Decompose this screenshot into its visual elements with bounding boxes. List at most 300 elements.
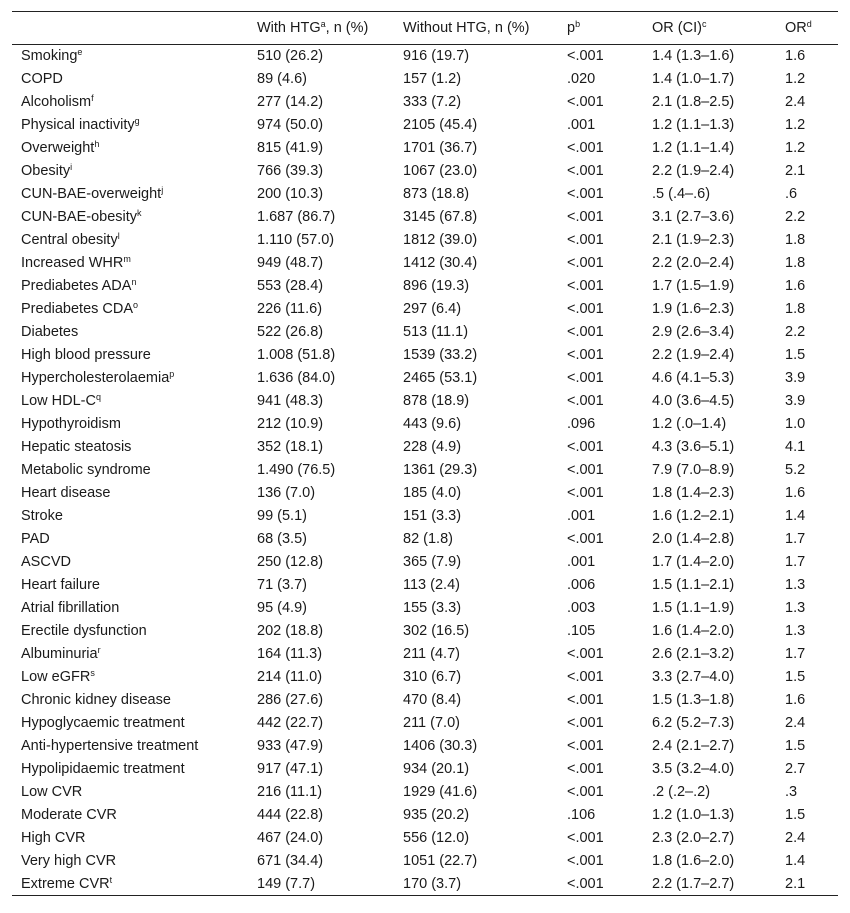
row-label	[12, 137, 257, 160]
cell-or-ci	[652, 735, 785, 758]
cell-or-ci	[652, 229, 785, 252]
row-label-footnote: t	[109, 874, 113, 885]
row-label-footnote: p	[169, 369, 175, 379]
row-label	[12, 436, 257, 459]
row-label	[12, 367, 257, 390]
table-row	[12, 436, 838, 459]
cell-or-adjusted	[785, 574, 838, 597]
cell-with-htg-text: 202 (18.8)	[257, 623, 324, 639]
cell-or-ci-text: 1.6 (1.2–2.1)	[652, 508, 735, 524]
row-label	[12, 45, 257, 68]
cell-without-htg	[403, 574, 567, 597]
cell-or-adjusted-text: 1.2	[785, 140, 806, 156]
cell-or-ci	[652, 505, 785, 528]
cell-or-ci	[652, 574, 785, 597]
cell-or-ci	[652, 482, 785, 505]
cell-p-value-text: <.001	[567, 48, 604, 65]
table-row	[12, 574, 838, 597]
cell-p-value	[567, 620, 652, 643]
cell-without-htg	[403, 482, 567, 505]
row-label-footnote: j	[161, 185, 164, 195]
cell-or-ci	[652, 758, 785, 781]
cell-or-adjusted-text: 2.1	[785, 163, 806, 179]
row-label-text: Obesity	[21, 163, 71, 179]
row-label	[12, 114, 257, 137]
cell-p-value-text: <.001	[567, 531, 604, 547]
row-label	[12, 850, 257, 873]
cell-or-ci	[652, 206, 785, 229]
table-row	[12, 390, 838, 413]
cell-with-htg	[257, 873, 403, 896]
row-label-footnote: m	[123, 254, 131, 264]
cell-p-value	[567, 160, 652, 183]
cell-or-ci	[652, 551, 785, 574]
cell-with-htg	[257, 459, 403, 482]
cell-with-htg	[257, 850, 403, 873]
cell-with-htg	[257, 482, 403, 505]
cell-without-htg	[403, 643, 567, 666]
header-with-htg-sup: a	[320, 19, 326, 29]
cell-or-ci	[652, 321, 785, 344]
cell-without-htg	[403, 781, 567, 804]
cell-without-htg-text: 1406 (30.3)	[403, 738, 478, 754]
cell-p-value-text: <.001	[567, 278, 604, 294]
cell-without-htg	[403, 551, 567, 574]
cell-p-value-text: .001	[567, 117, 596, 133]
cell-with-htg	[257, 597, 403, 620]
cell-without-htg-text: 297 (6.4)	[403, 301, 462, 317]
row-label-text: Moderate CVR	[21, 807, 117, 823]
cell-with-htg	[257, 45, 403, 68]
cell-p-value-text: <.001	[567, 784, 604, 800]
cell-p-value-text: .006	[567, 577, 596, 593]
table-row	[12, 620, 838, 643]
cell-or-ci	[652, 298, 785, 321]
row-label-text: Alcoholism	[21, 94, 92, 110]
cell-with-htg	[257, 344, 403, 367]
cell-with-htg	[257, 275, 403, 298]
cell-or-ci-text: 7.9 (7.0–8.9)	[652, 462, 735, 478]
cell-or-adjusted-text: 1.3	[785, 600, 806, 616]
cell-or-adjusted-text: 1.7	[785, 531, 806, 547]
row-label	[12, 804, 257, 827]
cell-without-htg-text: 1539 (33.2)	[403, 347, 478, 363]
cell-or-ci	[652, 114, 785, 137]
cell-or-ci	[652, 689, 785, 712]
cell-or-adjusted-text: 1.0	[785, 416, 806, 432]
cell-without-htg-text: 1067 (23.0)	[403, 163, 478, 179]
header-or	[785, 12, 838, 45]
row-label-text: Metabolic syndrome	[21, 462, 151, 478]
cell-without-htg-text: 185 (4.0)	[403, 485, 462, 501]
cell-with-htg	[257, 505, 403, 528]
cell-without-htg-text: 873 (18.8)	[403, 186, 470, 202]
cell-p-value-text: .106	[567, 807, 596, 823]
cell-with-htg-text: 553 (28.4)	[257, 278, 324, 294]
cell-without-htg-text: 1051 (22.7)	[403, 853, 478, 869]
cell-or-adjusted	[785, 482, 838, 505]
cell-p-value	[567, 45, 652, 68]
table-row	[12, 206, 838, 229]
row-label-text: Hepatic steatosis	[21, 439, 132, 455]
row-label-footnote: h	[94, 139, 100, 149]
cell-or-adjusted	[785, 505, 838, 528]
cell-with-htg-text: 766 (39.3)	[257, 163, 324, 179]
table-row	[12, 804, 838, 827]
header-with-htg-tail: , n (%)	[325, 20, 369, 36]
cell-or-adjusted	[785, 666, 838, 689]
cell-p-value-text: .003	[567, 600, 596, 616]
cell-or-adjusted	[785, 528, 838, 551]
row-label	[12, 459, 257, 482]
table-row	[12, 229, 838, 252]
cell-without-htg	[403, 91, 567, 114]
cell-without-htg-text: 2105 (45.4)	[403, 117, 478, 133]
cell-p-value-text: <.001	[567, 485, 604, 501]
cell-with-htg-text: 933 (47.9)	[257, 738, 324, 754]
cell-without-htg-text: 211 (7.0)	[403, 715, 460, 731]
cell-without-htg-text: 157 (1.2)	[403, 71, 462, 87]
row-label-footnote: g	[134, 116, 140, 126]
table-row	[12, 781, 838, 804]
cell-p-value	[567, 482, 652, 505]
cell-p-value-text: <.001	[567, 209, 604, 225]
cell-p-value-text: <.001	[567, 301, 604, 317]
cell-without-htg-text: 302 (16.5)	[403, 623, 470, 639]
comorbidity-table	[12, 11, 838, 896]
cell-without-htg	[403, 505, 567, 528]
cell-with-htg-text: 917 (47.1)	[257, 761, 324, 777]
cell-with-htg-text: 442 (22.7)	[257, 715, 324, 731]
row-label-text: Diabetes	[21, 324, 79, 340]
cell-with-htg-text: 1.490 (76.5)	[257, 462, 336, 478]
cell-p-value	[567, 781, 652, 804]
cell-or-ci	[652, 827, 785, 850]
cell-without-htg-text: 170 (3.7)	[403, 875, 462, 892]
row-label-text: Heart disease	[21, 485, 111, 501]
cell-with-htg	[257, 183, 403, 206]
cell-p-value	[567, 643, 652, 666]
cell-with-htg	[257, 137, 403, 160]
cell-or-ci-text: 2.2 (2.0–2.4)	[652, 255, 735, 271]
cell-p-value	[567, 436, 652, 459]
cell-without-htg-text: 878 (18.9)	[403, 393, 470, 409]
cell-or-adjusted-text: 1.5	[785, 738, 806, 754]
cell-with-htg-text: 99 (5.1)	[257, 508, 307, 524]
cell-without-htg	[403, 597, 567, 620]
cell-p-value	[567, 321, 652, 344]
cell-p-value-text: <.001	[567, 347, 604, 363]
cell-with-htg-text: 216 (11.1)	[257, 784, 323, 800]
cell-with-htg-text: 444 (22.8)	[257, 807, 324, 823]
cell-with-htg	[257, 436, 403, 459]
row-label	[12, 229, 257, 252]
cell-or-ci-text: 1.2 (1.1–1.4)	[652, 140, 735, 156]
row-label	[12, 344, 257, 367]
table-row	[12, 758, 838, 781]
cell-with-htg-text: 352 (18.1)	[257, 439, 324, 455]
cell-p-value-text: <.001	[567, 370, 604, 386]
table-row	[12, 275, 838, 298]
table-row	[12, 643, 838, 666]
cell-with-htg-text: 1.110 (57.0)	[257, 232, 335, 248]
cell-or-adjusted-text: 1.3	[785, 623, 806, 639]
cell-or-adjusted-text: .6	[785, 186, 798, 202]
cell-p-value-text: <.001	[567, 646, 604, 662]
cell-or-adjusted-text: 1.8	[785, 255, 806, 271]
row-label-footnote: e	[77, 47, 83, 58]
cell-or-adjusted	[785, 68, 838, 91]
cell-without-htg-text: 513 (11.1)	[403, 324, 469, 340]
row-label-text: Prediabetes CDA	[21, 301, 134, 317]
cell-without-htg	[403, 413, 567, 436]
cell-or-ci-text: .2 (.2–.2)	[652, 784, 711, 800]
cell-or-adjusted-text: 5.2	[785, 462, 806, 478]
cell-or-adjusted-text: 1.6	[785, 278, 806, 294]
cell-with-htg-text: 815 (41.9)	[257, 140, 324, 156]
cell-with-htg	[257, 528, 403, 551]
row-label-footnote: k	[137, 208, 142, 218]
row-label-text: Extreme CVR	[21, 875, 110, 892]
cell-or-adjusted	[785, 321, 838, 344]
table-header	[12, 12, 838, 45]
row-label	[12, 551, 257, 574]
cell-or-adjusted-text: 2.2	[785, 209, 806, 225]
cell-or-ci-text: 3.3 (2.7–4.0)	[652, 669, 735, 685]
cell-with-htg	[257, 114, 403, 137]
row-label-text: ASCVD	[21, 554, 71, 570]
cell-with-htg-text: 277 (14.2)	[257, 94, 324, 110]
cell-p-value-text: .001	[567, 554, 596, 570]
row-label	[12, 482, 257, 505]
header-with-htg-text: With HTG	[257, 20, 321, 36]
cell-or-ci	[652, 712, 785, 735]
cell-without-htg	[403, 367, 567, 390]
cell-or-adjusted	[785, 781, 838, 804]
row-label-text: Heart failure	[21, 577, 100, 593]
cell-or-adjusted	[785, 298, 838, 321]
table-row	[12, 344, 838, 367]
row-label-footnote: q	[95, 392, 101, 402]
cell-or-adjusted-text: 1.2	[785, 117, 806, 133]
cell-with-htg	[257, 666, 403, 689]
cell-with-htg-text: 149 (7.7)	[257, 875, 316, 892]
cell-or-ci-text: 1.5 (1.3–1.8)	[652, 692, 735, 708]
cell-or-adjusted-text: 1.7	[785, 554, 806, 570]
cell-with-htg	[257, 643, 403, 666]
cell-without-htg-text: 1929 (41.6)	[403, 784, 478, 800]
row-label-text: Central obesity	[21, 232, 118, 248]
cell-with-htg-text: 200 (10.3)	[257, 186, 324, 202]
cell-or-adjusted	[785, 804, 838, 827]
cell-or-ci	[652, 344, 785, 367]
cell-p-value	[567, 252, 652, 275]
cell-p-value	[567, 344, 652, 367]
cell-or-adjusted	[785, 620, 838, 643]
cell-with-htg	[257, 712, 403, 735]
cell-without-htg	[403, 229, 567, 252]
cell-with-htg	[257, 620, 403, 643]
cell-or-adjusted-text: 1.5	[785, 807, 806, 823]
cell-or-adjusted-text: 1.5	[785, 669, 806, 685]
row-label-footnote: o	[133, 300, 139, 310]
row-label-text: Anti-hypertensive treatment	[21, 738, 199, 754]
cell-without-htg-text: 916 (19.7)	[403, 48, 470, 65]
cell-or-ci	[652, 160, 785, 183]
cell-or-adjusted	[785, 459, 838, 482]
cell-or-adjusted-text: 4.1	[785, 439, 806, 455]
cell-without-htg-text: 365 (7.9)	[403, 554, 462, 570]
cell-or-adjusted	[785, 275, 838, 298]
cell-without-htg-text: 1701 (36.7)	[403, 140, 478, 156]
header-p	[567, 12, 652, 45]
cell-with-htg-text: 214 (11.0)	[257, 669, 323, 685]
cell-p-value	[567, 850, 652, 873]
cell-or-adjusted	[785, 712, 838, 735]
cell-without-htg	[403, 298, 567, 321]
cell-p-value	[567, 804, 652, 827]
row-label	[12, 781, 257, 804]
cell-without-htg	[403, 528, 567, 551]
cell-with-htg-text: 1.636 (84.0)	[257, 370, 336, 386]
cell-or-ci-text: 1.8 (1.4–2.3)	[652, 485, 735, 501]
cell-or-adjusted	[785, 850, 838, 873]
cell-p-value	[567, 666, 652, 689]
row-label-footnote: s	[90, 668, 95, 678]
cell-p-value	[567, 459, 652, 482]
cell-or-adjusted-text: 1.6	[785, 48, 806, 65]
cell-with-htg	[257, 252, 403, 275]
cell-or-adjusted	[785, 367, 838, 390]
table-row	[12, 850, 838, 873]
cell-p-value-text: <.001	[567, 830, 604, 846]
cell-or-ci	[652, 620, 785, 643]
cell-p-value	[567, 827, 652, 850]
cell-p-value	[567, 873, 652, 896]
cell-or-adjusted-text: 3.9	[785, 370, 806, 386]
cell-with-htg-text: 949 (48.7)	[257, 255, 324, 271]
row-label-text: Hypolipidaemic treatment	[21, 761, 185, 777]
cell-or-ci-text: 4.0 (3.6–4.5)	[652, 393, 735, 409]
cell-without-htg-text: 556 (12.0)	[403, 830, 470, 846]
header-with-htg	[257, 12, 403, 45]
cell-p-value	[567, 528, 652, 551]
cell-or-adjusted	[785, 551, 838, 574]
cell-or-ci-text: 1.6 (1.4–2.0)	[652, 623, 735, 639]
cell-without-htg-text: 228 (4.9)	[403, 439, 462, 455]
row-label	[12, 160, 257, 183]
row-label-text: High blood pressure	[21, 347, 151, 363]
cell-with-htg-text: 671 (34.4)	[257, 853, 324, 869]
cell-with-htg-text: 286 (27.6)	[257, 692, 324, 708]
cell-without-htg	[403, 758, 567, 781]
cell-with-htg	[257, 160, 403, 183]
cell-or-ci	[652, 666, 785, 689]
cell-p-value	[567, 367, 652, 390]
cell-p-value-text: <.001	[567, 94, 604, 110]
cell-or-ci-text: 3.1 (2.7–3.6)	[652, 209, 735, 225]
cell-or-adjusted	[785, 689, 838, 712]
cell-without-htg	[403, 459, 567, 482]
cell-without-htg	[403, 114, 567, 137]
cell-or-adjusted-text: 2.4	[785, 94, 806, 110]
table-row	[12, 183, 838, 206]
cell-or-adjusted	[785, 137, 838, 160]
cell-p-value	[567, 735, 652, 758]
row-label	[12, 827, 257, 850]
table-row	[12, 735, 838, 758]
cell-without-htg	[403, 275, 567, 298]
cell-or-adjusted-text: 1.3	[785, 577, 806, 593]
cell-p-value-text: <.001	[567, 255, 604, 271]
cell-or-adjusted	[785, 390, 838, 413]
row-label-text: Stroke	[21, 508, 63, 524]
cell-without-htg	[403, 206, 567, 229]
cell-p-value-text: <.001	[567, 232, 604, 248]
cell-with-htg	[257, 804, 403, 827]
cell-p-value	[567, 551, 652, 574]
cell-without-htg-text: 1412 (30.4)	[403, 255, 478, 271]
row-label	[12, 758, 257, 781]
cell-or-adjusted-text: 2.1	[785, 875, 806, 892]
cell-or-ci-text: .5 (.4–.6)	[652, 186, 711, 202]
table-row	[12, 321, 838, 344]
cell-or-adjusted	[785, 827, 838, 850]
cell-or-adjusted-text: 2.4	[785, 830, 806, 846]
cell-or-adjusted	[785, 344, 838, 367]
cell-or-ci-text: 2.0 (1.4–2.8)	[652, 531, 735, 547]
row-label	[12, 91, 257, 114]
row-label-text: Low CVR	[21, 784, 83, 800]
cell-or-ci-text: 6.2 (5.2–7.3)	[652, 715, 735, 731]
cell-or-ci-text: 2.3 (2.0–2.7)	[652, 830, 735, 846]
cell-p-value	[567, 390, 652, 413]
table-row	[12, 137, 838, 160]
cell-or-ci	[652, 597, 785, 620]
cell-or-adjusted	[785, 114, 838, 137]
cell-with-htg	[257, 551, 403, 574]
row-label-text: Smoking	[21, 48, 78, 65]
cell-p-value-text: <.001	[567, 692, 604, 708]
cell-p-value-text: <.001	[567, 853, 604, 869]
cell-or-ci-text: 1.2 (.0–1.4)	[652, 416, 727, 432]
cell-or-ci-text: 2.1 (1.9–2.3)	[652, 232, 735, 248]
cell-or-ci-text: 2.2 (1.9–2.4)	[652, 163, 735, 179]
cell-or-adjusted	[785, 413, 838, 436]
cell-or-adjusted-text: 1.6	[785, 485, 806, 501]
cell-or-ci	[652, 459, 785, 482]
cell-or-adjusted-text: 2.4	[785, 715, 806, 731]
cell-with-htg	[257, 367, 403, 390]
table-row	[12, 459, 838, 482]
row-label	[12, 666, 257, 689]
cell-or-adjusted-text: 1.4	[785, 853, 806, 869]
row-label-text: Hypercholesterolaemia	[21, 370, 170, 386]
cell-without-htg-text: 2465 (53.1)	[403, 370, 478, 386]
cell-p-value	[567, 712, 652, 735]
cell-or-ci-text: 1.7 (1.5–1.9)	[652, 278, 735, 294]
cell-or-ci	[652, 390, 785, 413]
cell-or-adjusted	[785, 597, 838, 620]
cell-or-ci	[652, 413, 785, 436]
cell-without-htg	[403, 712, 567, 735]
row-label-footnote: n	[131, 277, 137, 287]
cell-or-ci	[652, 45, 785, 68]
cell-or-adjusted-text: .3	[785, 784, 798, 800]
header-row	[12, 12, 838, 45]
cell-or-ci-text: 2.2 (1.9–2.4)	[652, 347, 735, 363]
cell-without-htg	[403, 804, 567, 827]
